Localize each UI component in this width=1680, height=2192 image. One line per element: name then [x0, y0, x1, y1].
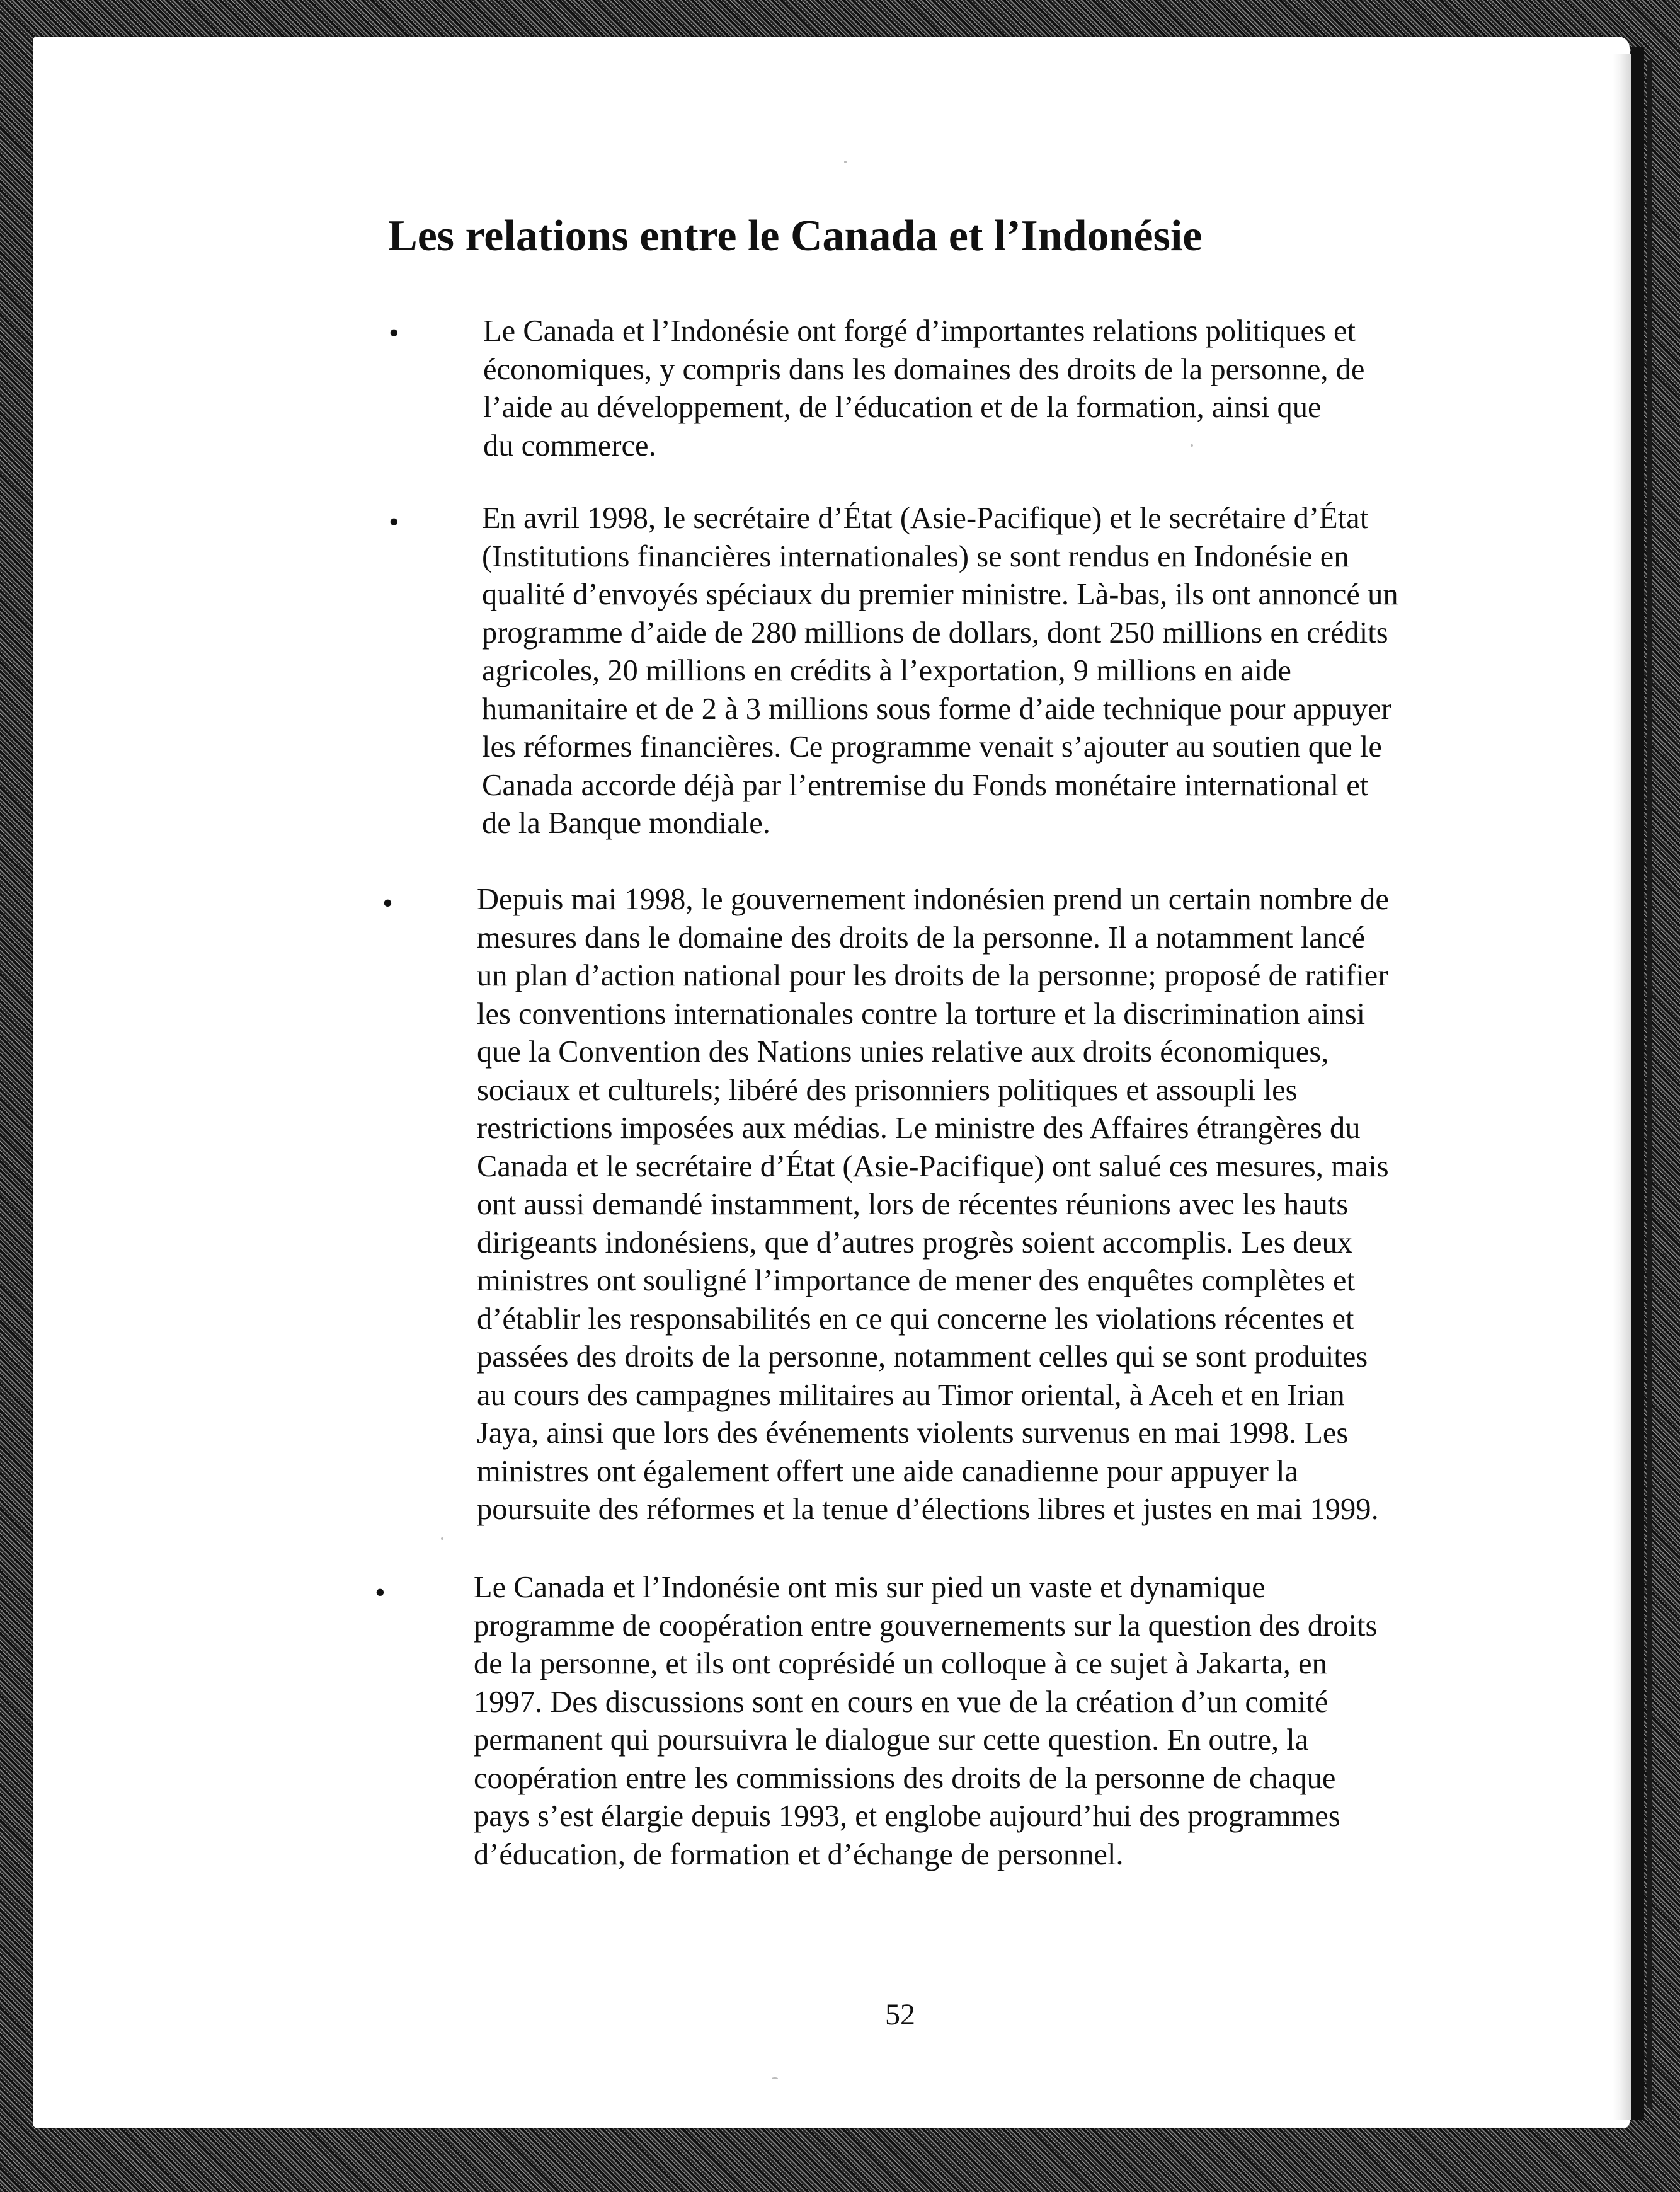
paragraph-line: les conventions internationales contre la torture et la discrimination ainsi: [477, 997, 1366, 1031]
paragraph-line: coopération entre les commissions des droits de la personne de chaque: [474, 1761, 1336, 1795]
paragraph-line: Depuis mai 1998, le gouvernement indonésien prend un certain nombre de: [477, 883, 1389, 916]
paragraph-line: les réformes financières. Ce programme venait s’ajouter au soutien que le: [482, 730, 1382, 764]
paragraph-line: permanent qui poursuivra le dialogue sur cette question. En outre, la: [474, 1723, 1309, 1757]
paragraph-line: ont aussi demandé instamment, lors de récentes réunions avec les hauts: [477, 1188, 1349, 1221]
paragraph-line: Canada et le secrétaire d’État (Asie-Pacifique) ont salué ces mesures, mais: [477, 1149, 1389, 1183]
paragraph-line: d’éducation, de formation et d’échange de personnel.: [474, 1837, 1124, 1871]
paragraph-3: [477, 881, 1497, 1529]
paragraph-line: Canada accorde déjà par l’entremise du Fonds monétaire international et: [482, 768, 1369, 802]
paragraph-line: du commerce.: [483, 428, 656, 462]
scan-speck: [441, 1537, 443, 1540]
paragraph-line: ministres ont également offert une aide canadienne pour appuyer la: [477, 1454, 1299, 1488]
paragraph-line: restrictions imposées aux médias. Le ministre des Affaires étrangères du: [477, 1111, 1361, 1145]
paragraph-line: dirigeants indonésiens, que d’autres progrès soient accomplis. Les deux: [477, 1225, 1352, 1260]
paragraph-line: un plan d’action national pour les droits de la personne; proposé de ratifier: [477, 959, 1388, 992]
paragraph-line: pays s’est élargie depuis 1993, et englobe aujourd’hui des programmes: [474, 1799, 1340, 1833]
paragraph-line: Le Canada et l’Indonésie ont mis sur pied un vaste et dynamique: [474, 1571, 1266, 1604]
paragraph-line: sociaux et culturels; libéré des prisonniers politiques et assoupli les: [477, 1073, 1298, 1107]
paragraph-line: poursuite des réformes et la tenue d’élections libres et justes en mai 1999.: [477, 1493, 1379, 1526]
paragraph-line: passées des droits de la personne, notamment celles qui se sont produites: [477, 1340, 1368, 1374]
page-binding-edge: [1613, 54, 1631, 2120]
paragraph-line: humanitaire et de 2 à 3 millions sous forme d’aide technique pour appuyer: [482, 692, 1391, 726]
paragraph-line: programme d’aide de 280 millions de dollars, dont 250 millions en crédits: [482, 616, 1388, 650]
paragraph-line: Jaya, ainsi que lors des événements violents survenus en mai 1998. Les: [477, 1416, 1349, 1450]
paragraph-line: économiques, y compris dans les domaines des droits de la personne, de: [483, 352, 1365, 386]
paragraph-line: (Institutions financières internationales) se sont rendus en Indonésie en: [482, 539, 1349, 573]
bullet-1: •: [389, 316, 399, 350]
paragraph-1: [483, 313, 1504, 465]
paragraph-2: [482, 500, 1502, 843]
bullet-2: •: [389, 505, 399, 539]
binding-bar-inner: [1647, 60, 1652, 2108]
paragraph-line: agricoles, 20 millions en crédits à l’exportation, 9 millions en aide: [482, 654, 1291, 687]
paragraph-line: que la Convention des Nations unies relative aux droits économiques,: [477, 1035, 1329, 1069]
paragraph-line: En avril 1998, le secrétaire d’État (Asie-Pacifique) et le secrétaire d’État: [482, 502, 1369, 535]
paragraph-line: d’établir les responsabilités en ce qui concerne les violations récentes et: [477, 1302, 1354, 1336]
binding-bar: [1631, 47, 1644, 2120]
paragraph-line: de la Banque mondiale.: [482, 806, 770, 840]
paragraph-line: programme de coopération entre gouvernements sur la question des droits: [474, 1609, 1378, 1643]
paragraph-line: 1997. Des discussions sont en cours en vue de la création d’un comité: [474, 1685, 1329, 1719]
paragraph-line: Le Canada et l’Indonésie ont forgé d’importantes relations politiques et: [483, 314, 1356, 348]
paragraph-line: de la personne, et ils ont coprésidé un colloque à ce sujet à Jakarta, en: [474, 1647, 1327, 1680]
page-number: 52: [885, 1998, 915, 2031]
bullet-3: •: [382, 887, 393, 920]
page-title: Les relations entre le Canada et l’Indonésie: [388, 212, 1203, 260]
paragraph-4: [474, 1569, 1494, 1874]
paragraph-line: au cours des campagnes militaires au Timor oriental, à Aceh et en Irian: [477, 1378, 1345, 1412]
paragraph-line: qualité d’envoyés spéciaux du premier ministre. Là-bas, ils ont annoncé un: [482, 578, 1398, 611]
bullet-4: •: [375, 1576, 386, 1609]
paragraph-line: mesures dans le domaine des droits de la personne. Il a notamment lancé: [477, 921, 1366, 955]
paragraph-line: ministres ont souligné l’importance de mener des enquêtes complètes et: [477, 1264, 1355, 1297]
paragraph-line: l’aide au développement, de l’éducation et de la formation, ainsi que: [483, 391, 1322, 424]
scan-speck: [844, 161, 847, 163]
scan-speck: [772, 2077, 778, 2079]
